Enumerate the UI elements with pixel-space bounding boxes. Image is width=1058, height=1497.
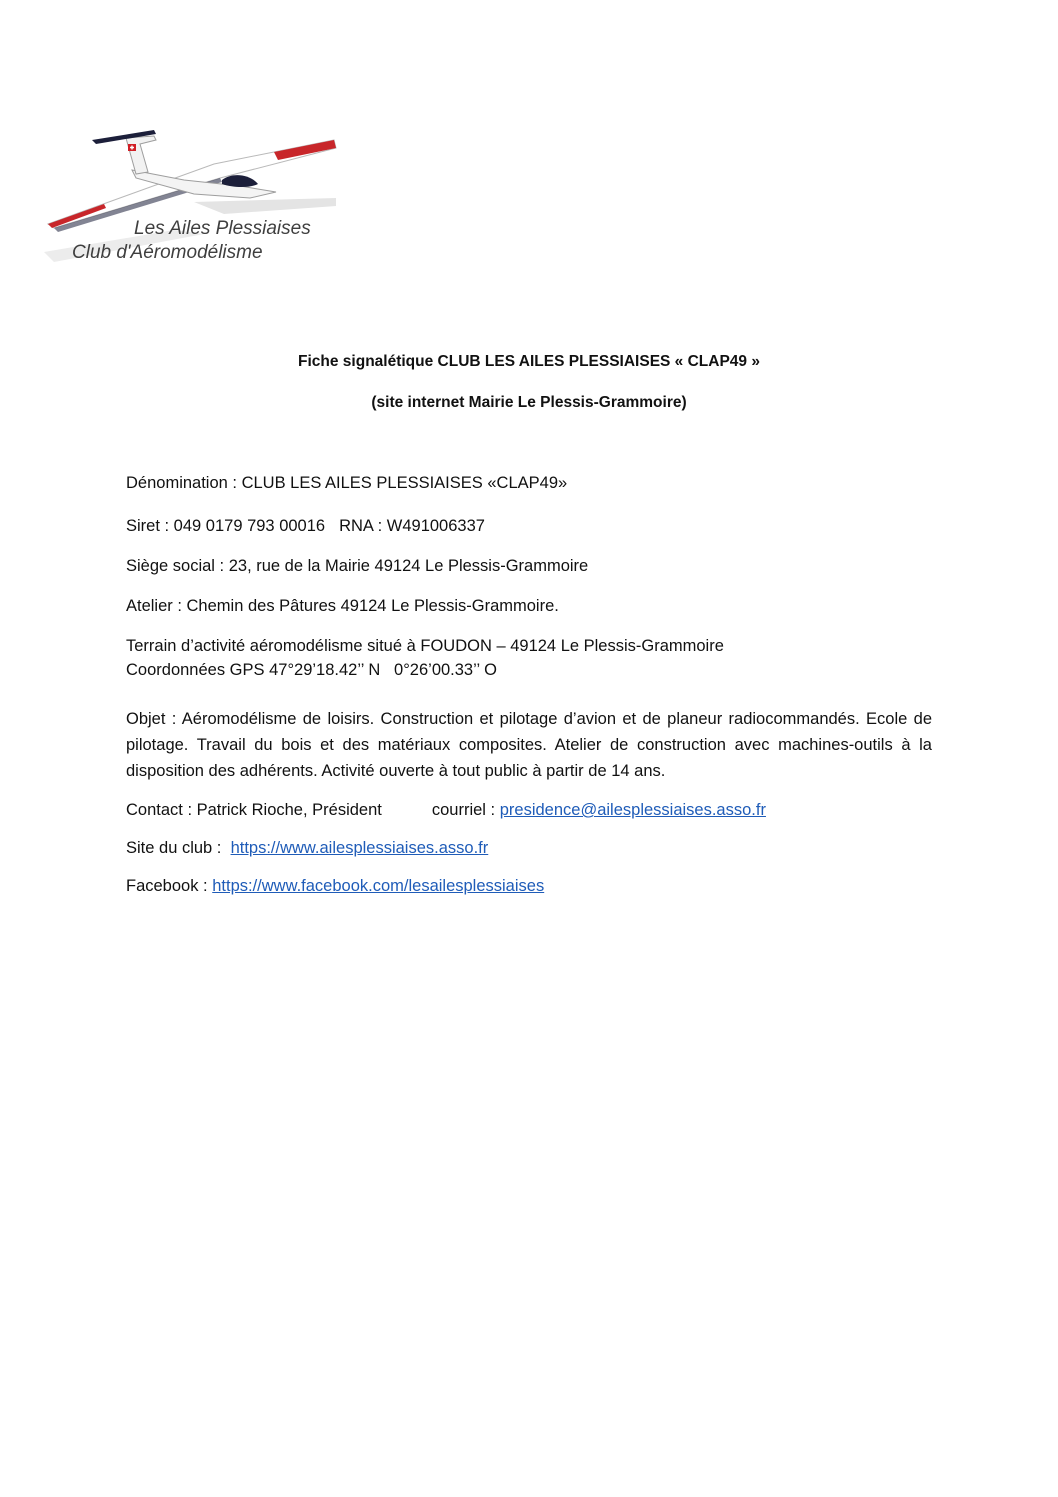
courriel-label: courriel :	[431, 801, 500, 819]
courriel-link[interactable]: presidence@ailesplessiaises.asso.fr	[499, 801, 766, 819]
facebook-link[interactable]: https://www.facebook.com/lesailesplessiaises	[212, 877, 545, 895]
logo-club-subtitle: Club d'Aéromodélisme	[72, 242, 263, 263]
atelier-field: Atelier : Chemin des Pâtures 49124 Le Plessis-Grammoire.	[126, 597, 559, 615]
logo-club-name: Les Ailes Plessiaises	[134, 218, 311, 239]
contact-field: Contact : Patrick Rioche, Président	[126, 801, 382, 819]
gps-coordinates-field: Coordonnées GPS 47°29’18.42’’ N 0°26’00.33’’ O	[126, 661, 497, 679]
document-subtitle: (site internet Mairie Le Plessis-Grammoire)	[371, 394, 687, 411]
siege-social-field: Siège social : 23, rue de la Mairie 49124 Le Plessis-Grammoire	[126, 557, 589, 575]
facebook-line	[126, 874, 544, 898]
document-title: Fiche signalétique CLUB LES AILES PLESSIAISES « CLAP49 »	[298, 353, 760, 370]
siret-line	[126, 514, 485, 538]
siret-field: Siret : 049 0179 793 00016	[126, 517, 326, 535]
contact-line	[126, 798, 766, 822]
site-line	[126, 836, 488, 860]
rna-field: RNA : W491006337	[339, 517, 485, 535]
club-logo	[44, 122, 340, 272]
terrain-field: Terrain d’activité aéromodélisme situé à FOUDON – 49124 Le Plessis-Grammoire	[126, 637, 724, 655]
objet-paragraph: Objet : Aéromodélisme de loisirs. Construction et pilotage d’avion et de planeur radiocommandés. Ecole de pilotage. Travail du bois et des matériaux composites. Atelier de construction avec machines-outils à la disposition des adhérents. Activité ouverte à tout public à partir de 14 ans.	[126, 710, 932, 780]
site-label: Site du club :	[126, 839, 231, 857]
site-link[interactable]: https://www.ailesplessiaises.asso.fr	[230, 839, 489, 857]
facebook-label: Facebook :	[126, 877, 213, 895]
denomination-field: Dénomination : CLUB LES AILES PLESSIAISES «CLAP49»	[126, 474, 568, 492]
